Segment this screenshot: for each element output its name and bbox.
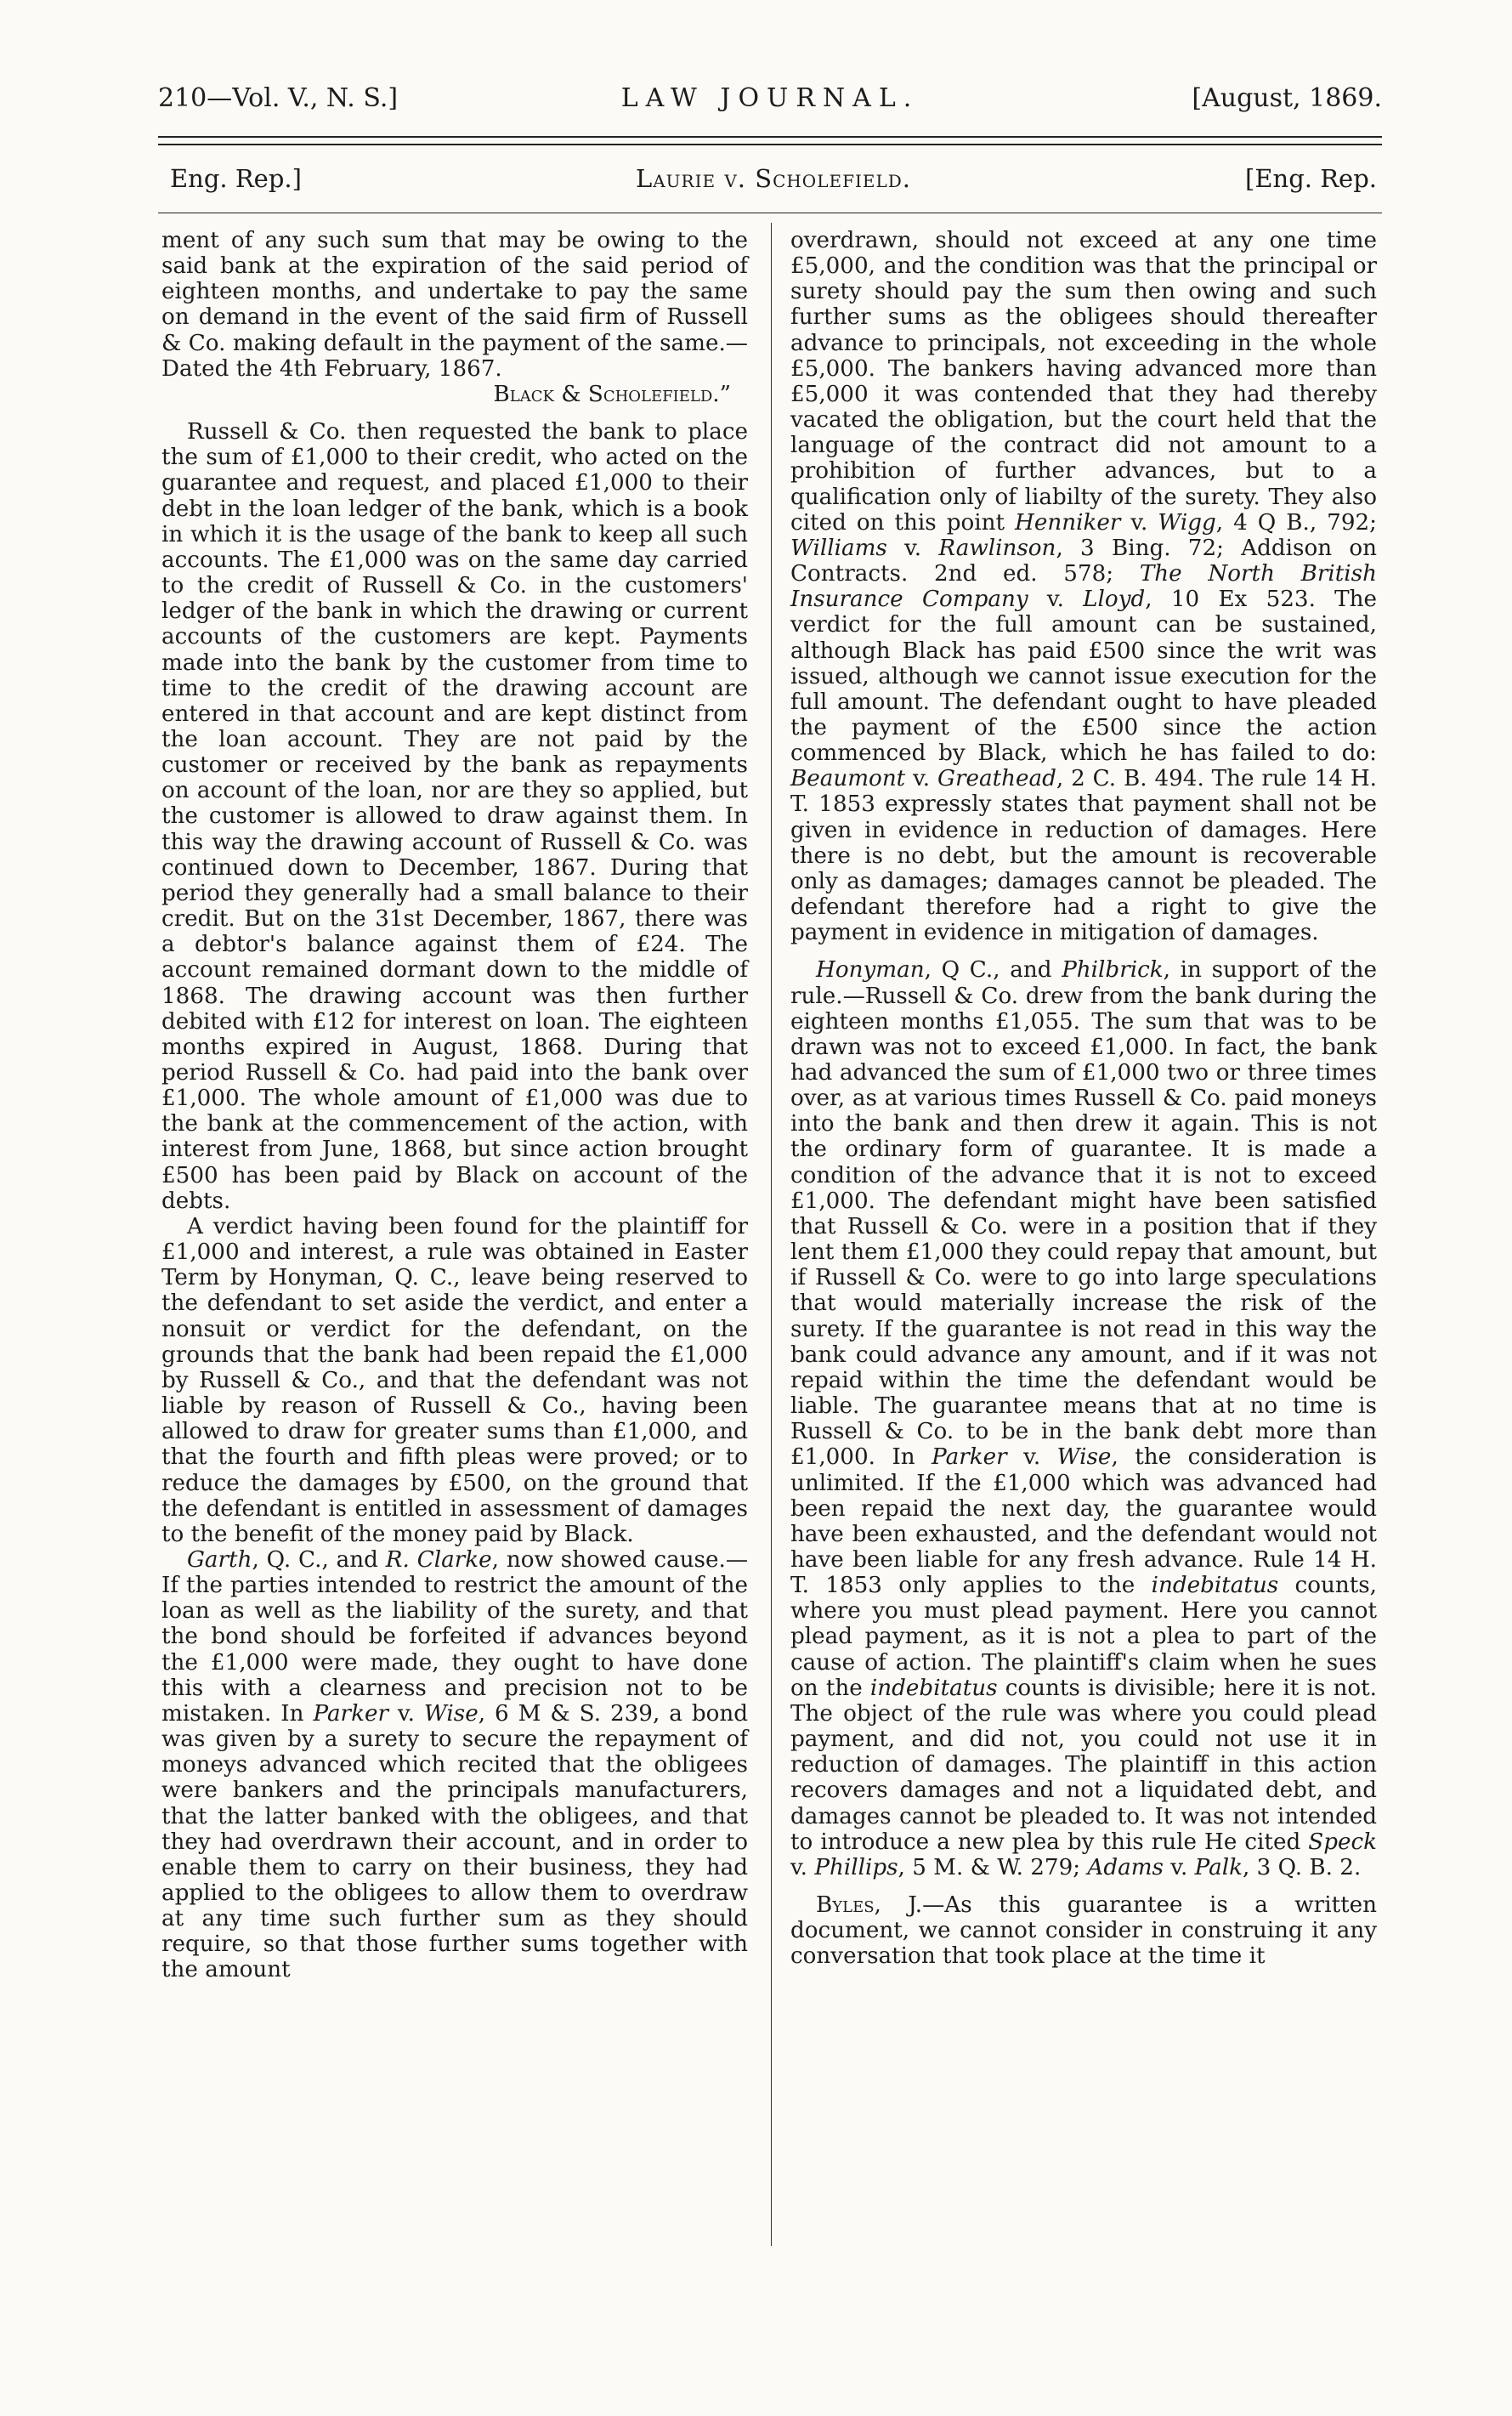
report-label-left: Eng. Rep.] <box>170 164 302 193</box>
judge-name: Byles, J. <box>816 1892 923 1918</box>
case-citation: Beaumont <box>790 766 906 792</box>
issue-date: [August, 1869. <box>1192 83 1382 113</box>
signature: Black & Scholefield.” <box>493 381 731 407</box>
case-citation: Henniker <box>1015 509 1121 536</box>
case-citation: Wigg <box>1158 509 1216 536</box>
counsel-name: Philbrick <box>1062 957 1164 984</box>
case-citation: Phillips <box>814 1854 898 1880</box>
right-column <box>790 228 1377 1969</box>
paragraph: Garth, Q. C., and R. Clarke, now showed cause.—If the parties intended to restrict the amount of the loan as well as the liability of the surety, and that the bond should be forfeited if advances beyond the £1,000 were made, they ought to have done this with a clearness and precision not to be mistaken. In Parker v. Wise, 6 M & S. 239, a bond was given by a surety to secure the repayment of moneys advanced which recited that the obligees were bankers and the principals manufacturers, that the latter banked with the obligees, and that they had overdrawn their account, and in order to enable them to carry on their business, they had applied to the obligees to allow them to overdraw at any time such further sum as they should require, so that those further sums together with the amount <box>161 1546 749 1983</box>
case-citation: Lloyd <box>1083 587 1146 613</box>
paragraph: ment of any such sum that may be owing to the said bank at the expiration of the said period of eighteen months, and undertake to pay the same on demand in the event of the said firm of Russell & Co. making default in the payment of the same.—Dated the 4th February, 1867. <box>161 228 748 382</box>
legal-term: indebitatus <box>1151 1573 1279 1599</box>
case-citation: Parker <box>932 1444 1007 1471</box>
case-citation: Rawlinson <box>938 535 1056 561</box>
page-volume-label: 210—Vol. V., N. S.] <box>158 83 399 113</box>
running-header <box>158 82 1382 124</box>
legal-term: indebitatus <box>869 1675 998 1701</box>
paragraph: Russell & Co. then requested the bank to place the sum of £1,000 to their credit, who acted on the guarantee and request, and placed £1,000 to their debt in the loan ledger of the bank, which is a book in which it is the usage of the bank to keep all such accounts. The £1,000 was on the same day carried to the credit of Russell & Co. in the customers' ledger of the bank in which the drawing or current accounts of the customers are kept. Payments made into the bank by the customer from time to time to the credit of the drawing account are entered in that account and are kept distinct from the loan account. They are not paid by the customer or received by the bank as repayments on account of the loan, nor are they so applied, but the customer is allowed to draw against them. In this way the drawing account of Russell & Co. was continued down to December, 1867. During that period they generally had a small balance to their credit. But on the 31st December, 1867, there was a debtor's balance against them of £24. The account remained dormant down to the middle of 1868. The drawing account was then further debited with £12 for interest on loan. The eighteen months expired in August, 1868. During that period Russell & Co. had paid into the bank over £1,000. The whole amount of £1,000 was due to the bank at the commencement of the action, with interest from June, 1868, but since action brought £500 has been paid by Black on account of the debts. <box>161 419 748 1214</box>
paragraph: Byles, J.—As this guarantee is a written document, we cannot consider in construing it any conversation that took place at the time it <box>790 1892 1377 1970</box>
counsel-name: Honyman <box>816 957 925 984</box>
case-citation: Palk <box>1194 1854 1243 1880</box>
case-citation: The North British Insurance Company <box>790 561 1377 613</box>
paragraph: Honyman, Q C., and Philbrick, in support of the rule.—Russell & Co. drew from the bank during the eighteen months £1,055. The sum that was to be drawn was not to exceed £1,000. In fact, the bank had advanced the sum of £1,000 two or three times over, as at various times Russell & Co. paid moneys into the bank and then drew it again. This is not the ordinary form of guarantee. It is made a condition of the advance that it is not to exceed £1,000. The defendant might have been satisfied that Russell & Co. were in a position that if they lent them £1,000 they could repay that amount, but if Russell & Co. were to go into large speculations that would materially increase the risk of the surety. If the guarantee is not read in this way the bank could advance any amount, and if it was not repaid within the time the defendant would be liable. The guarantee means that at no time is Russell & Co. to be in the bank debt more than £1,000. In Parker v. Wise, the consideration is unlimited. If the £1,000 which was advanced had been repaid the next day, the guarantee would have been exhausted, and the defendant would not have been liable for any fresh advance. Rule 14 H. T. 1853 only applies to the indebitatus counts, where you must plead payment. Here you cannot plead payment, as it is not a plea to part of the cause of action. The plaintiff's claim when he sues on the indebitatus counts is divisible; here it is not. The object of the rule was where you could plead payment, and did not, you could not use it in reduction of damages. The plaintiff in this action recovers damages and not a liquidated debt, and damages cannot be pleaded to. It was not intended to introduce a new plea by this rule He cited Speck v. Phillips, 5 M. & W. 279; Adams v. Palk, 3 Q. B. 2. <box>790 957 1378 1880</box>
counsel-name: R. Clarke <box>385 1546 492 1573</box>
paragraph: A verdict having been found for the plaintiff for £1,000 and interest, a rule was obtained in Easter Term by Honyman, Q. C., leave being reserved to the defendant to set aside the verdict, and enter a nonsuit or verdict for the defendant, on the grounds that the bank had been repaid the £1,000 by Russell & Co., and that the defendant was not liable by reason of Russell & Co., having been allowed to draw for greater sums than £1,000, and that the fourth and fifth pleas were proved; or to reduce the damages by £500, on the ground that the defendant is entitled in assessment of damages to the benefit of the money paid by Black. <box>161 1213 748 1547</box>
journal-title: LAW JOURNAL. <box>620 83 920 113</box>
case-citation: Williams <box>790 535 887 561</box>
report-label-right: [Eng. Rep. <box>1245 164 1377 193</box>
case-header <box>170 162 1377 199</box>
left-column <box>161 228 748 1983</box>
case-citation: Speck <box>1308 1829 1377 1855</box>
case-citation: Wise <box>1056 1444 1112 1471</box>
header-double-rule <box>158 136 1382 145</box>
case-citation: Parker <box>313 1700 388 1727</box>
paragraph: overdrawn, should not exceed at any one time £5,000, and the condition was that the principal or surety should pay the sum then owing and such further sums as the obligees should thereafter advance to principals, not exceeding in the whole £5,000. The bankers having advanced more than £5,000 it was contended that they had thereby vacated the obligation, but the court held that the language of the contract did not amount to a prohibition of further advances, but to a qualification only of liabilty of the surety. They also cited on this point Henniker v. Wigg, 4 Q B., 792; Williams v. Rawlinson, 3 Bing. 72; Addison on Contracts. 2nd ed. 578; The North British Insurance Company v. Lloyd, 10 Ex 523. The verdict for the full amount can be sustained, although Black has paid £500 since the writ was issued, although we cannot issue execution for the full amount. The defendant ought to have pleaded the payment of the £500 since the action commenced by Black, which he has failed to do: Beaumont v. Greathead, 2 C. B. 494. The rule 14 H. T. 1853 expressly states that payment shall not be given in evidence in reduction of damages. Here there is no debt, but the amount is recoverable only as damages; damages cannot be pleaded. The defendant therefore had a right to give the payment in evidence in mitigation of damages. <box>790 228 1377 946</box>
counsel-name: Garth <box>187 1546 252 1573</box>
case-citation: Wise <box>423 1700 479 1727</box>
column-divider <box>771 223 772 2246</box>
case-title: Laurie v. Scholefield. <box>635 164 911 193</box>
case-citation: Greathead <box>937 766 1056 792</box>
case-citation: Adams <box>1087 1854 1164 1880</box>
